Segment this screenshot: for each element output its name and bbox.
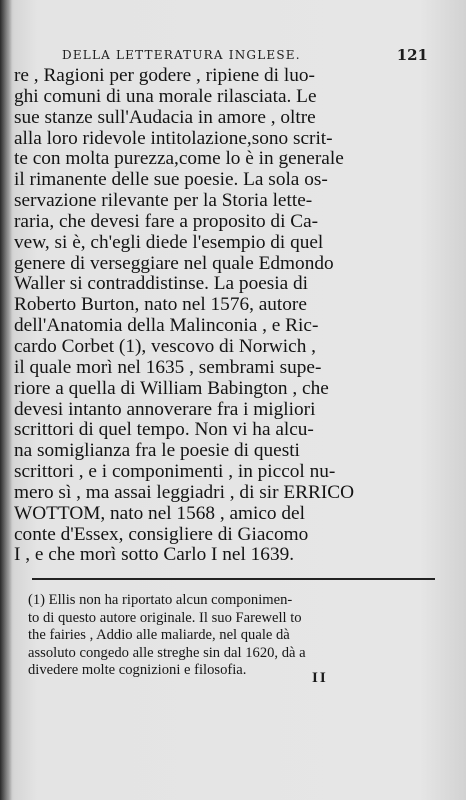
- page-number: 121: [396, 46, 428, 64]
- text-line: scrittori di quel tempo. Non vi ha alcu-: [14, 419, 314, 441]
- footnote-divider: [32, 578, 435, 580]
- text-line: alla loro ridevole intitolazione,sono scrit-: [14, 127, 333, 149]
- body-text: [14, 66, 438, 566]
- text-line: re , Ragioni per godere , ripiene di luo-: [14, 65, 315, 86]
- footnote-line: divedere molte cognizioni e filosofia.: [28, 662, 247, 678]
- footnote-line: the fairies , Addio alle maliarde, nel quale dà: [28, 627, 290, 643]
- text-line: ghi comuni di una morale rilasciata. Le: [14, 85, 317, 107]
- text-line: raria, che devesi fare a proposito di Ca-: [14, 210, 319, 232]
- text-line: dell'Anatomia della Malinconia , e Ric-: [14, 315, 319, 337]
- page-header: [62, 46, 428, 66]
- text-line: riore a quella di William Babington , che: [14, 377, 329, 399]
- footnote: [28, 592, 438, 680]
- text-line: mero sì , ma assai leggiadri , di sir ERRICO: [14, 481, 355, 503]
- footnote-line: assoluto congedo alle streghe sin dal 1620, dà a: [28, 644, 306, 661]
- text-line: WOTTOM, nato nel 1568 , amico del: [14, 502, 305, 524]
- running-head: DELLA LETTERATURA INGLESE.: [62, 48, 301, 62]
- page-gutter-shadow: [0, 0, 12, 800]
- text-line: na somiglianza fra le poesie di questi: [14, 440, 300, 462]
- text-line: Roberto Burton, nato nel 1576, autore: [14, 294, 307, 316]
- text-line: conte d'Essex, consigliere di Giacomo: [14, 523, 309, 545]
- footnote-line: to di questo autore originale. Il suo Farewell to: [28, 609, 302, 626]
- text-line: sue stanze sull'Audacia in amore , oltre: [14, 106, 316, 128]
- text-line: scrittori , e i componimenti , in piccol nu-: [14, 461, 336, 483]
- signature-mark: II: [312, 670, 328, 686]
- text-line: genere di verseggiare nel quale Edmondo: [14, 252, 334, 274]
- text-line: I , e che morì sotto Carlo I nel 1639.: [14, 544, 295, 566]
- text-line: il rimanente delle sue poesie. La sola os-: [14, 169, 328, 191]
- footnote-line: (1) Ellis non ha riportato alcun componimen-: [28, 592, 293, 608]
- text-line: Waller si contraddistinse. La poesia di: [14, 273, 309, 295]
- text-line: il quale morì nel 1635 , sembrami supe-: [14, 356, 322, 378]
- text-line: cardo Corbet (1), vescovo di Norwich ,: [14, 335, 316, 357]
- text-line: servazione rilevante per la Storia lette-: [14, 190, 313, 212]
- text-line: te con molta purezza,come lo è in generale: [14, 148, 344, 170]
- text-line: vew, si è, ch'egli diede l'esempio di quel: [14, 231, 324, 253]
- text-line: devesi intanto annoverare fra i migliori: [14, 398, 316, 420]
